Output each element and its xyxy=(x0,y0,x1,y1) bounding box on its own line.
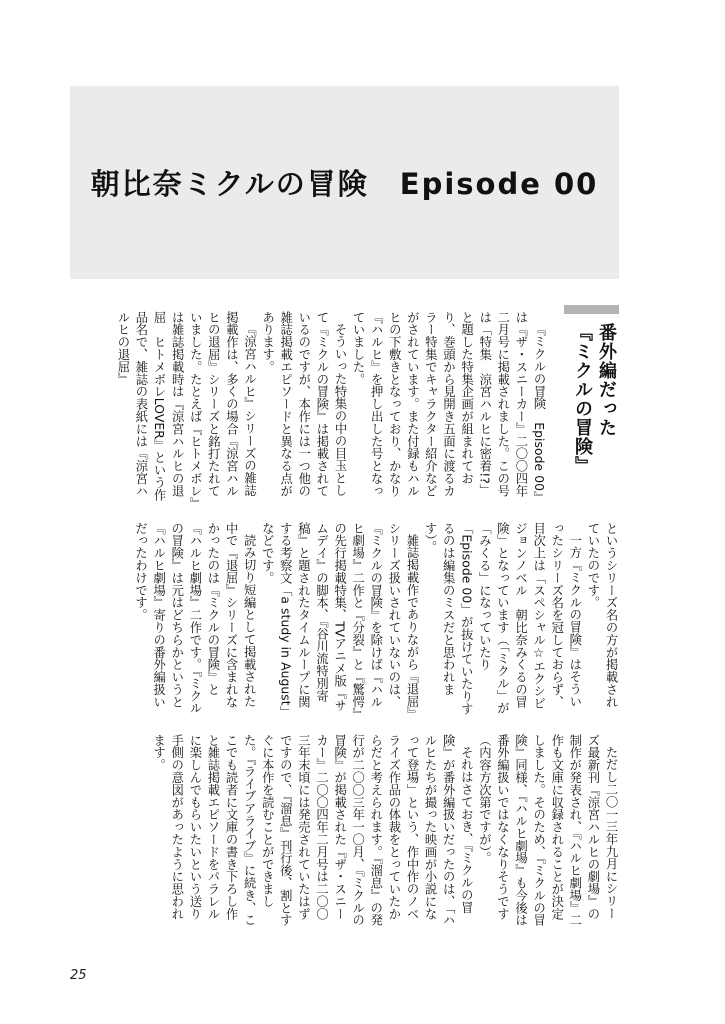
upper-text-column xyxy=(88,311,548,508)
section-heading-line-2: 『ミクルの冒険』 xyxy=(572,323,593,475)
lower-text-column xyxy=(88,734,620,932)
paragraph: ただし二〇一三年九月にシリーズ最新刊『涼宮ハルヒの劇場』の制作が発表され、『ハルヒ劇場』二作も文庫に収録されることが決定しました。そのため、『ミクルの冒険』同様、『ハルヒ劇場』も今後は番外編扱いではなくなりそうです（内容方次第ですが）。 xyxy=(477,734,618,927)
paragraph: 一方『ミクルの冒険』はそういったシリーズ名を冠しておらず、目次上は「スペシャル☆エクシビジョンノベル 朝比奈みくるの冒険」となっています（「ミクル」が「みくる」になっていたり「Episode 00」が抜けていたりするのは編集のミスだと思われます）。 xyxy=(423,522,582,715)
paragraph: 読み切り短編として掲載された中で『退屈』シリーズに含まれなかったのは『ミクルの冒険』と『ハルヒ劇場』二作です。『ミクルの冒険』は元はどちらかというと『ハルヒ劇場』寄りの番外編扱いだったわけです。 xyxy=(133,522,257,715)
heading-accent-bar xyxy=(564,305,619,314)
middle-text-column xyxy=(88,522,620,719)
section-heading-line-1: 番外編だった xyxy=(596,323,617,437)
paragraph: そういった特集の中の目玉として『ミクルの冒険』は掲載されているのですが、本作には一つ他の雑誌掲載エピソードと異なる点があります。 xyxy=(260,311,347,497)
page-title: 朝比奈ミクルの冒険 Episode 00 xyxy=(90,167,599,201)
page-number: 25 xyxy=(70,968,87,983)
paragraph: それはさておき、『ミクルの冒険』が番外編扱いだったのは、「ハルヒたちが撮った映画が小説になって登場」という、作中作のノベライズ作品の体裁をとっていたからだと考えられます。『溜息』の発行が二〇〇三年一〇月、『ミクルの冒険』が掲載された『ザ・スニーカー』二〇〇四年二月号は二〇〇三年末頃には発売されていたはずですので、『溜息』刊行後、割とすぐに本作を読むことができました。『ライブアライブ』に続き、ここでも読者に文庫の書き下ろし作と雑誌掲載エピソードをパラレルに楽しんでもらいたいという送り手側の意図があったように思われます。 xyxy=(151,734,474,927)
paragraph: 『ミクルの冒険 Episode 00』は『ザ・スニーカー』二〇〇四年二月号に掲載されました。この号は「特集 涼宮ハルヒに密着!?」と題した特集企画が組まれており、巻頭から見開き五面に渡るカラー特集でキャラクター紹介などがされています。また付録もハルヒの下敷きとなっており、かなり『ハルヒ』を押し出した号となっていました。 xyxy=(351,311,546,504)
section-heading xyxy=(564,305,619,475)
paragraph: 『涼宮ハルヒ』シリーズの雑誌掲載作は、多くの場合『涼宮ハルヒの退屈』シリーズと銘打たれていました。たとえば『ヒトメボレ』は雑誌掲載時は『涼宮ハルヒの退屈 ヒトメボレLOVER』という作品名で、雑誌の表紙には『涼宮ハルヒの退屈』 xyxy=(115,311,257,504)
section-heading-text xyxy=(570,323,618,475)
paragraph: というシリーズ名の方が掲載されていたのです。 xyxy=(585,522,618,708)
title-band xyxy=(70,86,619,279)
paragraph: 雑誌掲載作でありながら『退屈』シリーズ扱いされていないのは、『ミクルの冒険』を除けば『ハルヒ劇場』二作と『分裂』と『驚愕』の先行掲載特集、TVアニメ版『サムデイ』の脚本、『谷川流特別寄稿』と題されたタイムループに関する考察文「a study in August」などです。 xyxy=(260,522,419,719)
